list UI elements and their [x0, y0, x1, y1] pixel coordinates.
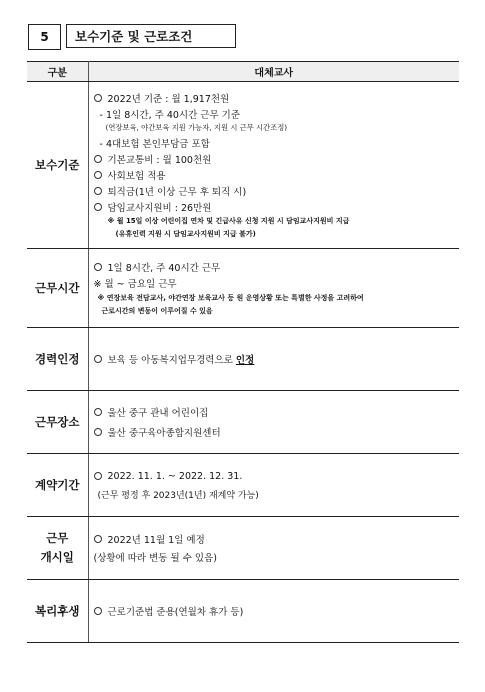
circle-bullet-icon	[94, 428, 102, 436]
row-work-hours	[27, 249, 459, 328]
row-content	[88, 580, 459, 643]
list-item: 담임교사지원비 : 26만원	[107, 202, 212, 214]
section-title: 보수기준 및 근로조건	[66, 24, 236, 48]
list-item: 2022. 11. 1. ~ 2022. 12. 31.	[107, 470, 243, 482]
list-item: 근로기준법 준용(연월차 휴가 등)	[107, 607, 244, 618]
row-contract-period	[27, 454, 459, 517]
row-content	[88, 249, 459, 328]
row-content	[88, 517, 459, 580]
row-welfare	[27, 580, 459, 643]
row-label: 경력인정	[27, 328, 88, 391]
row-content	[88, 454, 459, 517]
conditions-table	[27, 61, 459, 643]
note-text: 근로시간의 변동이 이루어질 수 있음	[101, 306, 213, 315]
row-label	[27, 517, 88, 580]
list-item: (근무 평정 후 2023년(1년) 재계약 가능)	[97, 490, 259, 501]
section-number: 5	[28, 24, 61, 50]
list-item: 2022년 기준 : 월 1,917천원	[107, 93, 230, 105]
row-label-line: 근무	[46, 531, 69, 545]
circle-bullet-icon	[94, 607, 102, 615]
note-text: ※ 월 ~ 금요일 근무	[93, 279, 177, 290]
section-header	[28, 24, 236, 50]
circle-bullet-icon	[94, 203, 102, 211]
row-label-line: 개시일	[40, 550, 74, 564]
circle-bullet-icon	[94, 263, 102, 271]
circle-bullet-icon	[94, 155, 102, 163]
header-substitute-teacher: 대체교사	[88, 62, 459, 82]
row-pay-standard	[27, 82, 459, 249]
list-item: 울산 중구 관내 어린이집	[107, 408, 209, 419]
circle-bullet-icon	[94, 171, 102, 179]
list-item: - 4대보험 본인부담금 포함	[99, 138, 210, 150]
list-item: 기본교통비 : 월 100천원	[107, 154, 212, 166]
circle-bullet-icon	[94, 355, 102, 363]
circle-bullet-icon	[94, 408, 102, 416]
row-label: 보수기준	[27, 82, 88, 249]
list-item: - 1일 8시간, 주 40시간 근무 기준	[99, 109, 241, 121]
row-content	[88, 82, 459, 249]
note-text: (유휴인력 지원 시 담임교사지원비 지급 불가)	[115, 230, 256, 238]
list-item: (연장보육, 야간보육 지원 가능자, 지원 시 근무 시간조정)	[105, 123, 288, 132]
circle-bullet-icon	[94, 535, 102, 543]
row-label: 근무장소	[27, 391, 88, 454]
list-item: 사회보험 적용	[107, 170, 166, 182]
list-item: 보육 등 아동복지업무경력으로	[107, 355, 233, 366]
row-content	[88, 328, 459, 391]
circle-bullet-icon	[94, 472, 102, 480]
note-text: ※ 월 15일 이상 어린이집 연차 및 긴급사유 신청 지원 시 담임교사지원비 지급	[107, 217, 350, 225]
row-label: 근무시간	[27, 249, 88, 328]
row-career-recognition	[27, 328, 459, 391]
circle-bullet-icon	[94, 187, 102, 195]
recognition-emphasis: 인정	[235, 355, 255, 366]
list-item: 울산 중구육아종합지원센터	[107, 428, 221, 439]
header-category: 구분	[27, 62, 88, 82]
row-content	[88, 391, 459, 454]
list-item: (상황에 따라 변동 될 수 있음)	[93, 553, 217, 564]
note-text: ※ 연장보육 전담교사, 야간연장 보육교사 등 원 운영상황 또는 특별한 사정을 고려하여	[97, 293, 364, 302]
table-header-row	[27, 62, 459, 82]
row-label: 복리후생	[27, 580, 88, 643]
list-item: 퇴직금(1년 이상 근무 후 퇴직 시)	[107, 186, 247, 198]
circle-bullet-icon	[94, 94, 102, 102]
list-item: 1일 8시간, 주 40시간 근무	[107, 263, 221, 274]
row-work-place	[27, 391, 459, 454]
list-item: 2022년 11월 1일 예정	[107, 535, 205, 546]
row-label: 계약기간	[27, 454, 88, 517]
row-start-date	[27, 517, 459, 580]
